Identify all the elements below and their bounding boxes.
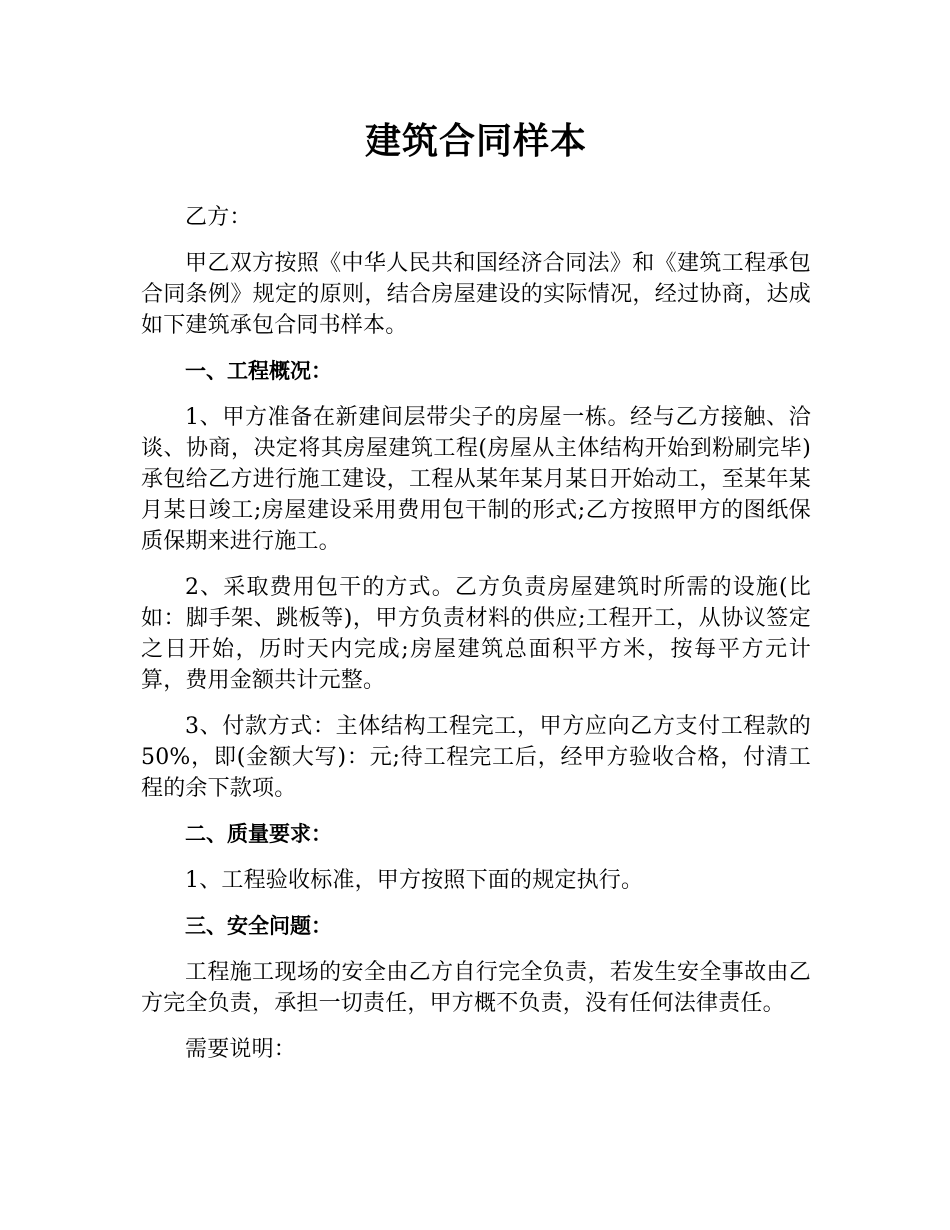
document-title: 建筑合同样本	[364, 121, 587, 162]
note-line: 需要说明：	[185, 1037, 297, 1062]
section-heading-quality: 二、质量要求：	[185, 822, 332, 846]
safety-paragraph: 工程施工现场的安全由乙方自行完全负责，若发生安全事故由乙方完全负责，承担一切责任，甲方概不负责，没有任何法律责任。	[141, 960, 811, 1016]
clause-3-paragraph: 3、付款方式：主体结构工程完工，甲方应向乙方支付工程款的 50%，即(金额大写)：元;待工程完工后，经甲方验收合格，付清工程的余下款项。	[141, 714, 811, 801]
clause-1-paragraph: 1、甲方准备在新建间层带尖子的房屋一栋。经与乙方接触、洽谈、协商，决定将其房屋建筑工程(房屋从主体结构开始到粉刷完毕)承包给乙方进行施工建设，工程从某年某月某日开始动工，至某年某月某日竣工;房屋建设采用费用包干制的形式;乙方按照甲方的图纸保质保期来进行施工。	[141, 405, 811, 554]
quality-clause-paragraph: 1、工程验收标准，甲方按照下面的规定执行。	[185, 868, 644, 893]
section-heading-project-overview: 一、工程概况：	[185, 359, 332, 383]
section-heading-safety: 三、安全问题：	[185, 914, 332, 938]
clause-2-paragraph: 2、采取费用包干的方式。乙方负责房屋建筑时所需的设施(比如：脚手架、跳板等)，甲方负责材料的供应;工程开工，从协议签定之日开始，历时天内完成;房屋建筑总面积平方米，按每平方元计算，费用金额共计元整。	[141, 575, 811, 693]
party-b-line: 乙方：	[185, 205, 252, 230]
preamble-paragraph: 甲乙双方按照《中华人民共和国经济合同法》和《建筑工程承包合同条例》规定的原则，结合房屋建设的实际情况，经过协商，达成如下建筑承包合同书样本。	[141, 251, 811, 338]
document-body	[141, 202, 811, 1080]
